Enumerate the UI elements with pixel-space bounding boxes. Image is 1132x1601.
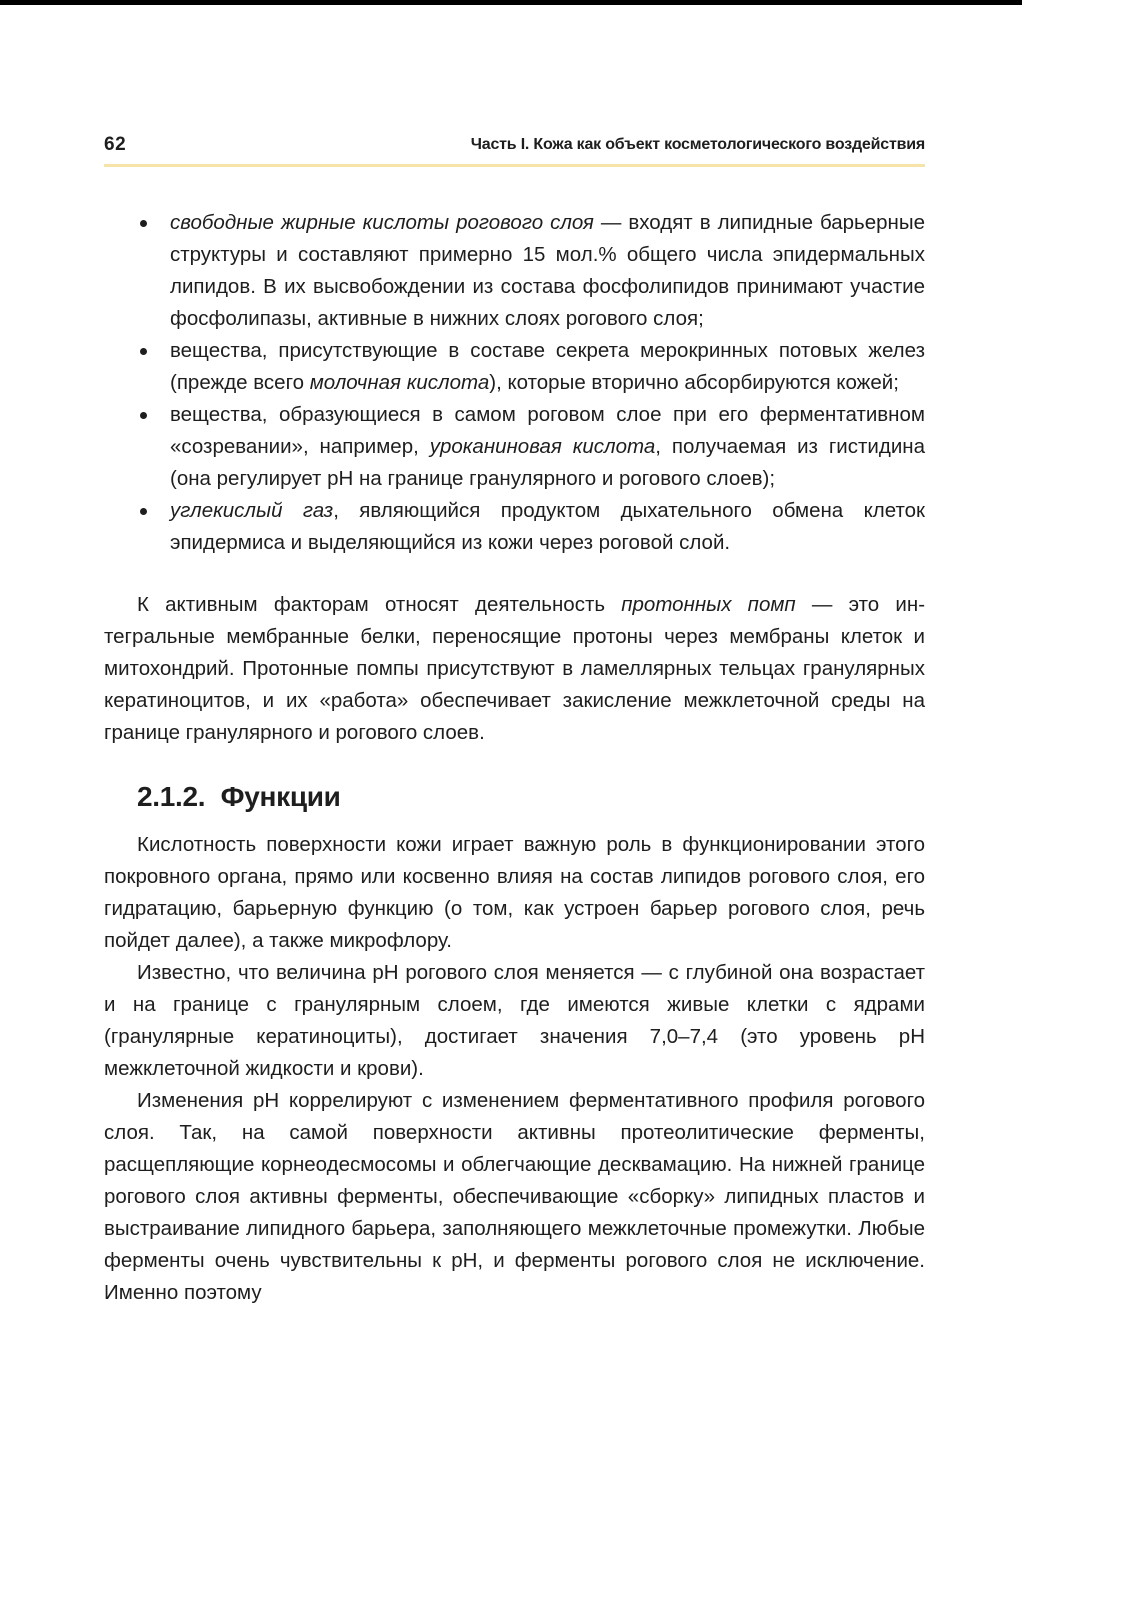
paragraph-text: К активным факторам относят деятельность [137,593,622,616]
paragraph-term: протонных помп [621,593,796,616]
running-header [104,134,925,167]
page-number: 62 [104,134,127,155]
list-item [104,399,925,495]
bullet-icon [140,348,147,355]
list-item-term: молочная кислота [309,371,490,394]
paragraph-proton-pumps [104,589,925,749]
paragraph: Известно, что величина pH рогового слоя меняется — с глубиной она возрастает и на границе с гранулярным слоем, где имеются живые клетки с ядрами (гранулярные кератиноциты), достигает значения 7,0–7,4 (это уровень pH межклеточной жидкости и крови). [104,961,925,1080]
list-item-text: , являющийся продуктом дыхательного обмена клеток эпидермиса и выделяющийся из кожи через роговой слой. [170,499,925,554]
list-item-text: вещества, образующиеся в самом роговом слое при его ферментативном «созревании», например, [170,403,925,458]
bullet-list [104,207,925,559]
paragraph: Кислотность поверхности кожи играет важную роль в функционировании этого покровного органа, прямо или косвенно влияя на состав липидов рогового слоя, его гидратацию, барьерную функцию (о том, как устроен барьер рогового слоя, речь пойдет далее), а также микрофлору. [104,833,925,952]
list-item [104,495,925,559]
paragraph-text: — это интегральные мембранные белки, переносящие протоны через мембраны клеток и митохондрий. Протонные помпы присутствуют в ламеллярных тельцах гранулярных кератиноцитов, и их «работа» обеспечивает закисление межклеточной среды на границе гранулярного и рогового слоев. [104,593,926,744]
list-item-term: уроканиновая кислота [429,435,656,458]
bullet-icon [140,508,147,515]
list-item-text: ), которые вторично абсорбируются кожей; [489,371,899,394]
list-item [104,207,925,335]
running-title: Часть I. Кожа как объект косметологического воздействия [470,136,925,153]
paragraph: Изменения pH коррелируют с изменением ферментативного профиля рогового слоя. Так, на самой поверхности активны протеолитические ферменты, расщепляющие корнеодесмосомы и облегчающие десквамацию. На нижней границе рогового слоя активны ферменты, обеспечивающие «сборку» липидных пластов и выстраивание липидного барьера, заполняющего межклеточные промежутки. Любые ферменты очень чувствительны к pH, и ферменты рогового слоя не исключение. Именно поэтому [104,1089,925,1304]
section-heading [137,779,925,815]
section-number: 2.1.2. [137,781,206,812]
top-edge-bar [0,0,1022,5]
list-item-text: вещества, присутствующие в составе секрета мерокринных потовых желез (прежде всего [170,339,925,394]
list-item-term: свободные жирные кислоты рогового слоя [170,211,594,234]
list-item-text: — входят в липидные барьерные структуры и составляют примерно 15 мол.% общего числа эпидермальных липидов. В их высвобождении из состава фосфолипидов принимают участие фосфолипазы, активные в нижних слоях рогового слоя; [170,211,926,330]
section-title: Функции [220,781,341,812]
bullet-icon [140,412,147,419]
list-item-term: углекислый газ [170,499,334,522]
page-body [104,207,925,1309]
list-item-text: , получаемая из гистидина (она регулирует pH на границе гранулярного и рогового слоев); [170,435,925,490]
bullet-icon [140,220,147,227]
list-item [104,335,925,399]
